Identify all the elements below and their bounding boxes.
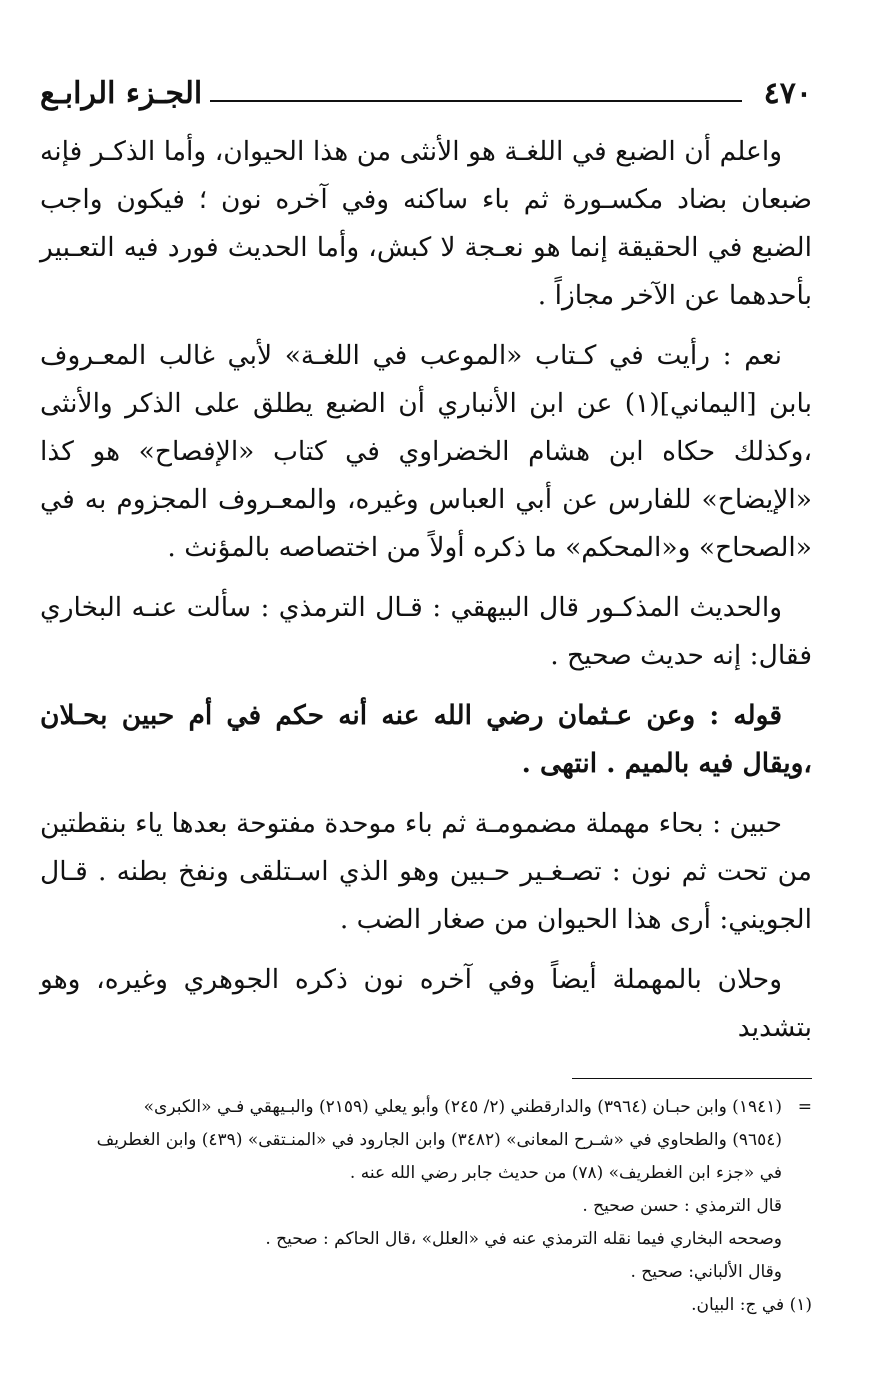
footnotes [40,1091,812,1322]
main-text [40,128,812,1052]
page-number: ٤٧٠ [763,76,812,111]
footnote-line: وقال الألباني: صحيح . [630,1262,782,1282]
paragraph: واعلم أن الضبع في اللغـة هو الأنثى من هذا الحيوان، وأما الذكـر فإنه ضبعان بضاد مكسـورة ثم باء ساكنه وفي آخره نون ؛ فيكون واجب الضبع في الحقيقة إنما هو نعـجة لا كبش، وأما الحديث فورد فيه التعـبير بأحدهما عن الآخر مجازاً . [40,136,812,311]
continuation-mark: = [797,1097,812,1117]
header-rule [210,100,742,102]
book-page [40,70,812,1322]
running-title: الجـزء الرابـع [40,76,203,111]
paragraph: والحديث المذكـور قال البيهقي : قـال الترمذي : سألت عنـه البخاري فقال: إنه حديث صحيح . [40,592,812,671]
footnote-line: قال الترمذي : حسن صحيح . [582,1196,782,1216]
footnote-1: (١) في ج: البيان. [691,1295,812,1315]
footnote-line [40,1091,812,1124]
paragraph: حبين : بحاء مهملة مضمومـة ثم باء موحدة مفتوحة بعدها ياء بنقطتين من تحت ثم نون : تصـغـير حـبين وهو الذي اسـتلقى ونفخ بطنه . قـال الجويني: أرى هذا الحيوان من صغار الضب . [40,808,812,935]
footnote-text: (١٩٤١) وابن حبـان (٣٩٦٤) والدارقطني (٢/ ٢٤٥) وأبو يعلي (٢١٥٩) والبـيهقي فـي «الكبرى» [143,1097,782,1117]
page-header [40,70,812,128]
footnote-line: في «جزء ابن الغطريف» (٧٨) من حديث جابر رضي الله عنه . [349,1163,782,1183]
footnote-line: (٩٦٥٤) والطحاوي في «شـرح المعانى» (٣٤٨٢) وابن الجارود في «المنـتقى» (٤٣٩) وابن الغطريف [96,1130,782,1150]
quoted-statement: قوله : وعن عـثمان رضي الله عنه أنه حكم في أم حبين بحـلان ،ويقال فيه بالميم . انتهى . [40,700,812,779]
paragraph: نعم : رأيت في كـتاب «الموعب في اللغـة» لأبي غالب المعـروف بابن [اليماني](١) عن ابن الأنباري أن الضبع يطلق على الذكر والأنثى ،وكذلك حكاه ابن هشام الخضراوي في كتاب «الإفصاح» هو كذا «الإيضاح» للفارس عن أبي العباس وغيره، والمعـروف المجزوم به في «الصحاح» و«المحكم» ما ذكره أولاً من اختصاصه بالمؤنث . [40,340,812,563]
footnote-line: وصححه البخاري فيما نقله الترمذي عنه في «العلل» ،قال الحاكم : صحيح . [265,1229,782,1249]
paragraph: وحلان بالمهملة أيضاً وفي آخره نون ذكره الجوهري وغيره، وهو بتشديد [40,964,812,1043]
footnote-separator [572,1078,812,1079]
